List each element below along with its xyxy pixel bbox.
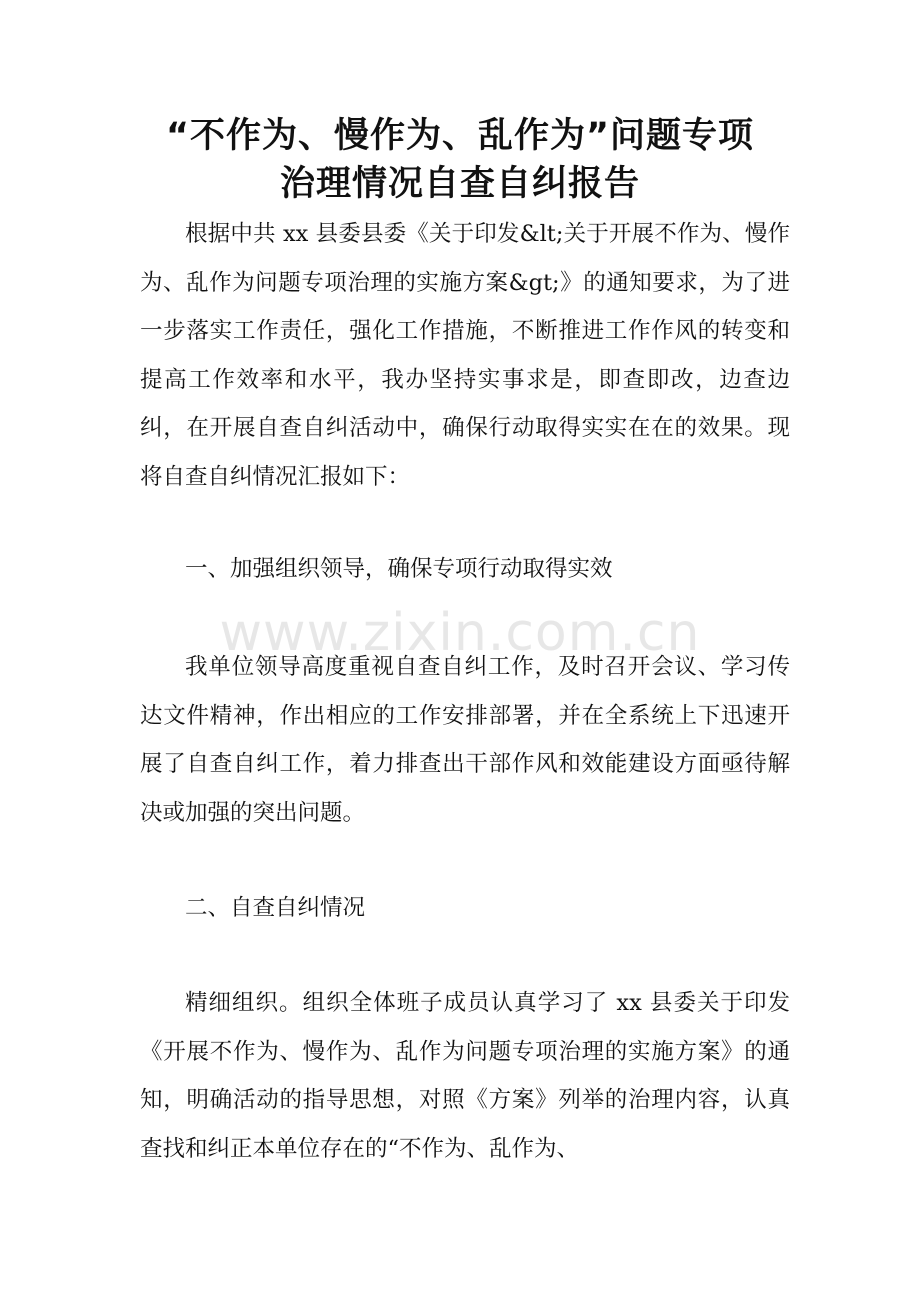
document-title-line-1: “不作为、慢作为、乱作为”问题专项 (165, 116, 754, 156)
document-title-line-2: 治理情况自查自纠报告 (279, 164, 640, 204)
intro-paragraph: 根据中共 xx 县委县委《关于印发&lt;关于开展不作为、慢作为、乱作为问题专项治理的实施方案&gt;》的通知要求，为了进一步落实工作责任，强化工作措施，不断推进工作作风的转变和提高工作效率和水平，我办坚持实事求是，即查即改，边查边纠，在开展自查自纠活动中，确保行动取得实实在在的效果。现将自查自纠情况汇报如下： (140, 221, 790, 490)
section-2-paragraph: 精细组织。组织全体班子成员认真学习了 xx 县委关于印发《开展不作为、慢作为、乱作为问题专项治理的实施方案》的通知，明确活动的指导思想，对照《方案》列举的治理内容，认真查找和纠正本单位存在的“不作为、乱作为、 (140, 990, 790, 1162)
watermark: www.zixin.com.cn (219, 603, 701, 663)
section-heading-2: 二、自查自纠情况 (185, 895, 366, 921)
section-1-paragraph: 我单位领导高度重视自查自纠工作，及时召开会议、学习传达文件精神，作出相应的工作安排部署，并在全系统上下迅速开展了自查自纠工作，着力排查出干部作风和效能建设方面亟待解决或加强的突出问题。 (140, 654, 790, 826)
section-heading-1: 一、加强组织领导，确保专项行动取得实效 (185, 556, 613, 582)
